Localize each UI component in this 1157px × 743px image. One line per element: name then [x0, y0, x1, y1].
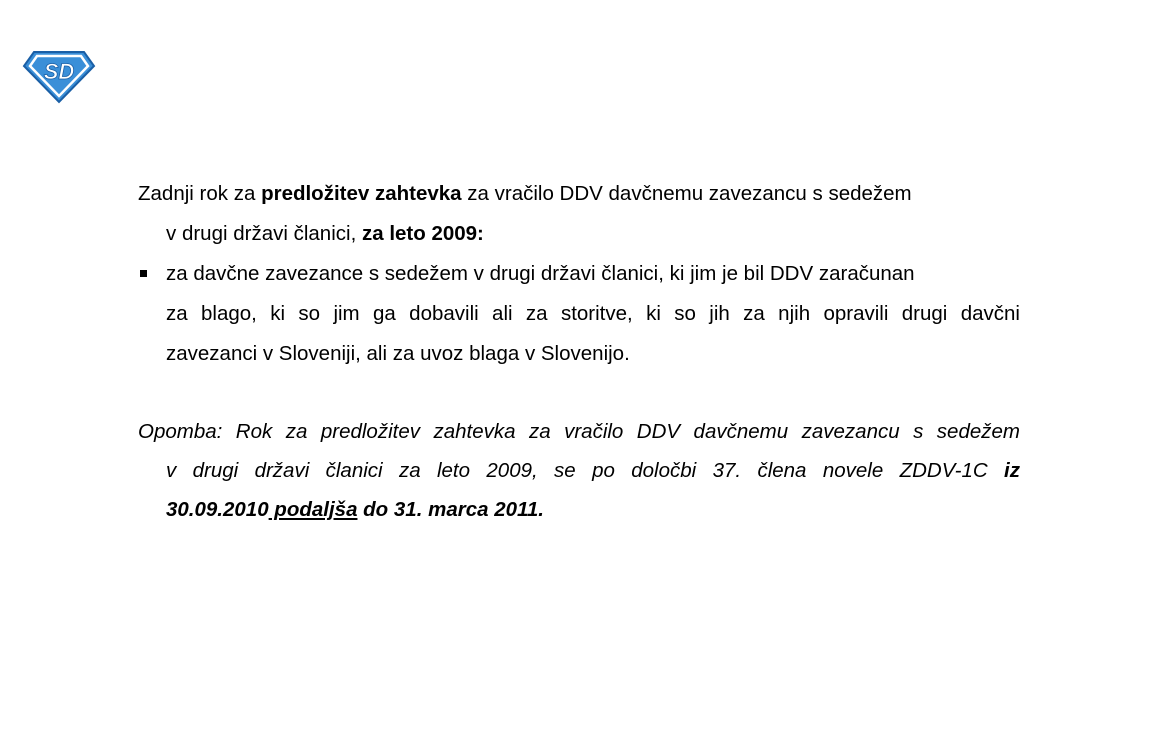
intro-text-2: za vračilo DDV davčnemu zavezancu s sedežem	[461, 182, 912, 205]
note-bold-deadline: do 31. marca 2011.	[357, 498, 544, 521]
document-body	[138, 174, 1020, 529]
bullet-marker	[140, 270, 147, 277]
note-text-2: v drugi državi članici za leto 2009, se po določbi 37. člena novele ZDDV-1C	[166, 459, 1005, 482]
note-text-1: Opomba: Rok za predložitev zahtevka za vračilo DDV davčnemu zavezancu s sedežem	[138, 420, 1020, 443]
logo-letters: SD	[43, 59, 75, 84]
bullet-text-1: za davčne zavezance s sedežem v drugi državi članici, ki jim je bil DDV zaračunan	[166, 262, 915, 285]
intro-line-1	[138, 174, 1020, 214]
note-bold-iz: iz	[1004, 459, 1020, 482]
intro-line-2	[138, 214, 1020, 254]
bullet-line-2: za blago, ki so jim ga dobavili ali za storitve, ki so jih za njih opravili drugi davčni	[166, 302, 1020, 325]
note-line-3	[138, 490, 1020, 529]
intro-bold-1: predložitev zahtevka	[261, 182, 462, 205]
note-bold-date: 30.09.2010	[166, 498, 269, 521]
intro-bold-2: za leto 2009:	[361, 222, 484, 245]
intro-text-1: Zadnji rok za	[138, 182, 262, 205]
note-line-2	[138, 451, 1020, 490]
intro-text-3: v drugi državi članici,	[166, 222, 362, 245]
note-line-1	[138, 412, 1020, 451]
bullet-line-3: zavezanci v Sloveniji, ali za uvoz blaga v Slovenijo.	[166, 342, 630, 365]
note-underlined-extended: podaljša	[268, 498, 358, 521]
sd-logo	[22, 48, 96, 104]
note-paragraph	[138, 412, 1020, 529]
bullet-line-1	[138, 254, 1020, 294]
